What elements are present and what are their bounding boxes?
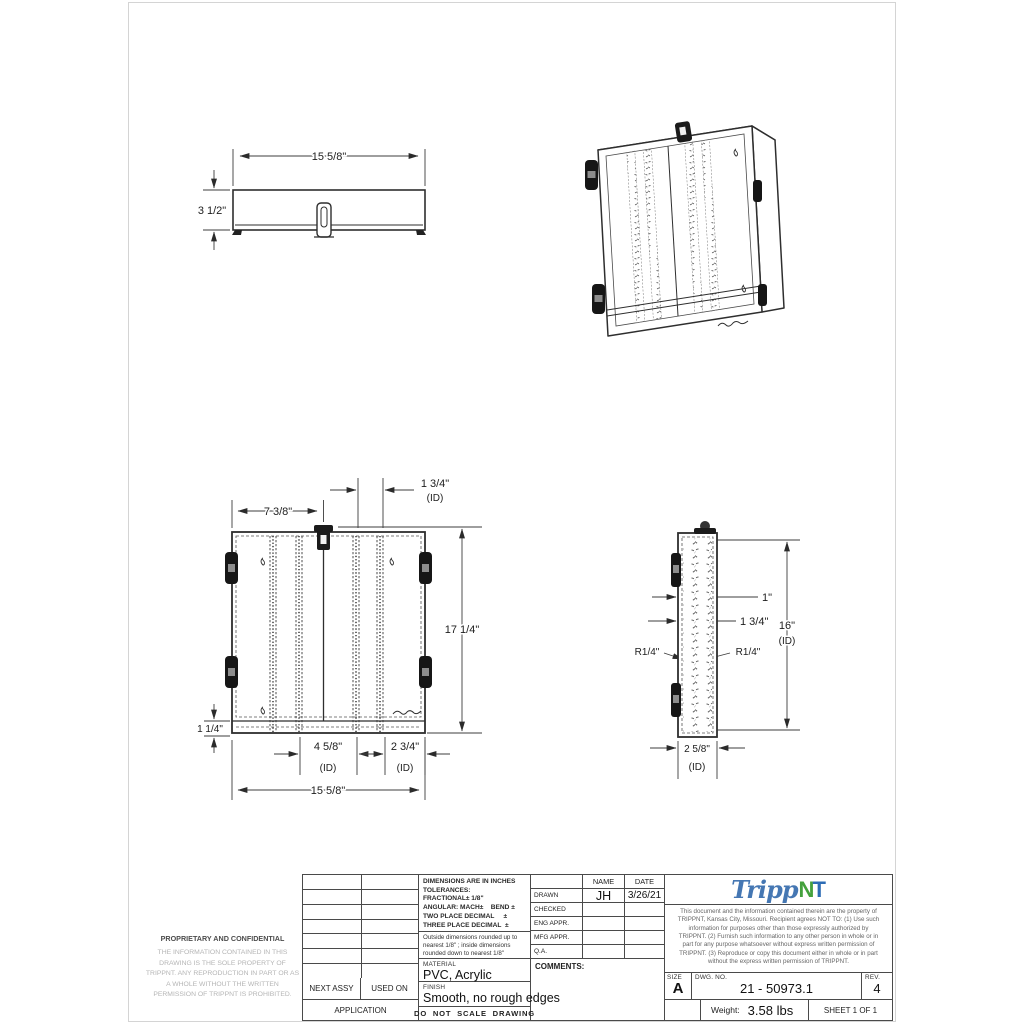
material-cell xyxy=(419,959,530,982)
latch-side xyxy=(694,521,716,534)
next-assy-label: NEXT ASSY xyxy=(303,978,361,999)
weight-value: 3.58 lbs xyxy=(747,1002,794,1018)
comments-label: COMMENTS: xyxy=(535,962,585,971)
tolerance-block: DIMENSIONS ARE IN INCHES TOLERANCES: FRACTIONAL± 1/8" ANGULAR: MACH± BEND ± TWO PLACE DECIMAL ± THREE PLACE DECIMAL ± xyxy=(419,875,530,932)
dim-front-height: 17 1/4" xyxy=(444,624,480,636)
size-value: A xyxy=(672,980,684,997)
dim-side-depth2: 1 3/4" xyxy=(740,616,769,628)
side-view-body xyxy=(671,521,717,737)
dim-front-width: 15 5/8" xyxy=(310,785,346,797)
name-header: NAME xyxy=(583,875,625,888)
dim-side-radius-right: R1/4" xyxy=(735,647,761,658)
size-cell: SIZE A xyxy=(665,973,692,999)
top-view-body xyxy=(232,190,426,237)
logo-t-text: T xyxy=(812,876,826,902)
dim-front-bottom-right-id: (ID) xyxy=(396,763,414,774)
side-view xyxy=(620,505,820,795)
do-not-scale-label: DO NOT SCALE DRAWING xyxy=(414,1009,535,1018)
company-column xyxy=(665,875,892,1020)
latch-top-view xyxy=(314,203,334,237)
rev-value: 4 xyxy=(873,981,881,996)
company-logo xyxy=(665,875,892,905)
rounding-note: Outside dimensions rounded up to nearest 1/8" ; inside dimensions rounded down to nearest 1/8" xyxy=(419,932,530,959)
front-view-body xyxy=(225,525,432,733)
material-value: PVC, Acrylic xyxy=(423,968,492,982)
application-label: APPLICATION xyxy=(334,1005,387,1015)
approval-row-eng: ENG APPR. xyxy=(531,917,664,931)
dim-side-width-id: (ID) xyxy=(688,762,706,773)
date-header: DATE xyxy=(634,877,655,886)
dwg-no-cell: DWG. NO. 21 - 50973.1 xyxy=(692,973,861,999)
dim-side-depth1: 1" xyxy=(762,592,773,604)
approval-row-qa: Q.A. xyxy=(531,945,664,959)
sheet-label: SHEET 1 OF 1 xyxy=(808,1000,892,1020)
dim-side-height: 16" xyxy=(778,620,796,632)
finish-value: Smooth, no rough edges xyxy=(423,991,560,1005)
latch-top-iso xyxy=(675,121,693,143)
dwg-no-value: 21 - 50973.1 xyxy=(739,981,813,996)
rev-cell: REV. 4 xyxy=(861,973,892,999)
dim-front-bottom-center-id: (ID) xyxy=(319,763,337,774)
material-label: MATERIAL xyxy=(423,961,457,968)
dim-front-bottom-center: 4 5/8" xyxy=(313,741,343,753)
front-view xyxy=(190,470,500,805)
isometric-view xyxy=(560,100,810,350)
title-block xyxy=(302,874,893,1021)
application-empty-rows xyxy=(303,875,418,978)
dim-front-top-right: 1 3/4" xyxy=(420,478,450,490)
finish-label: FINISH xyxy=(423,984,446,991)
signature-squiggle-iso xyxy=(718,321,748,326)
dim-side-radius-left: R1/4" xyxy=(634,647,660,658)
approval-row-drawn: DRAWN JH 3/26/21 xyxy=(531,889,664,903)
dim-front-tray: 1 1/4" xyxy=(197,724,223,735)
used-on-label: USED ON xyxy=(371,984,408,993)
logo-script-text: Tripp xyxy=(731,874,798,904)
proprietary-title: PROPRIETARY AND CONFIDENTIAL xyxy=(160,934,285,943)
dim-topview-height: 3 1/2" xyxy=(197,205,227,217)
weight-cell: Weight: 3.58 lbs xyxy=(711,1002,794,1018)
top-view xyxy=(190,140,480,258)
application-column xyxy=(303,875,419,1020)
drawn-date: 3/26/21 xyxy=(627,890,662,901)
dim-side-width: 2 5/8" xyxy=(684,744,710,755)
drawn-name: JH xyxy=(583,889,625,902)
dim-front-top-left: 7 3/8" xyxy=(263,506,293,518)
proprietary-note xyxy=(145,934,300,1001)
dim-topview-width: 15 5/8" xyxy=(311,151,347,163)
approvals-column xyxy=(531,875,665,1020)
approval-row-checked: CHECKED xyxy=(531,903,664,917)
dim-side-height-id: (ID) xyxy=(778,636,796,647)
dim-front-top-right-id: (ID) xyxy=(426,493,444,504)
finish-cell xyxy=(419,982,560,1007)
proprietary-body: THE INFORMATION CONTAINED IN THIS DRAWING IS THE SOLE PROPERTY OF TRIPPNT. ANY REPRODUCTION IN PART OR AS A WHOLE WITHOUT THE WRITTEN PERMISSION OF TRIPPNT IS PROHIBITED. xyxy=(145,949,300,999)
approval-row-mfg: MFG APPR. xyxy=(531,931,664,945)
logo-n-text: N xyxy=(798,876,815,902)
dim-front-bottom-right: 2 3/4" xyxy=(390,741,420,753)
legal-notice: This document and the information contained therein are the property of TRIPPNT, Kansas City, Missouri. Recipient agrees NOT TO: (1) Use such information for purposes other than those expressly authorized by TRIPPNT. (2) Furnish such information to any other person in whole or in part for any purpose whatsoever without express written permission of TRIPPNT. (3) Reproduce or copy this document either in whole or in part without the express written permission of TRIPPNT. xyxy=(677,908,880,966)
